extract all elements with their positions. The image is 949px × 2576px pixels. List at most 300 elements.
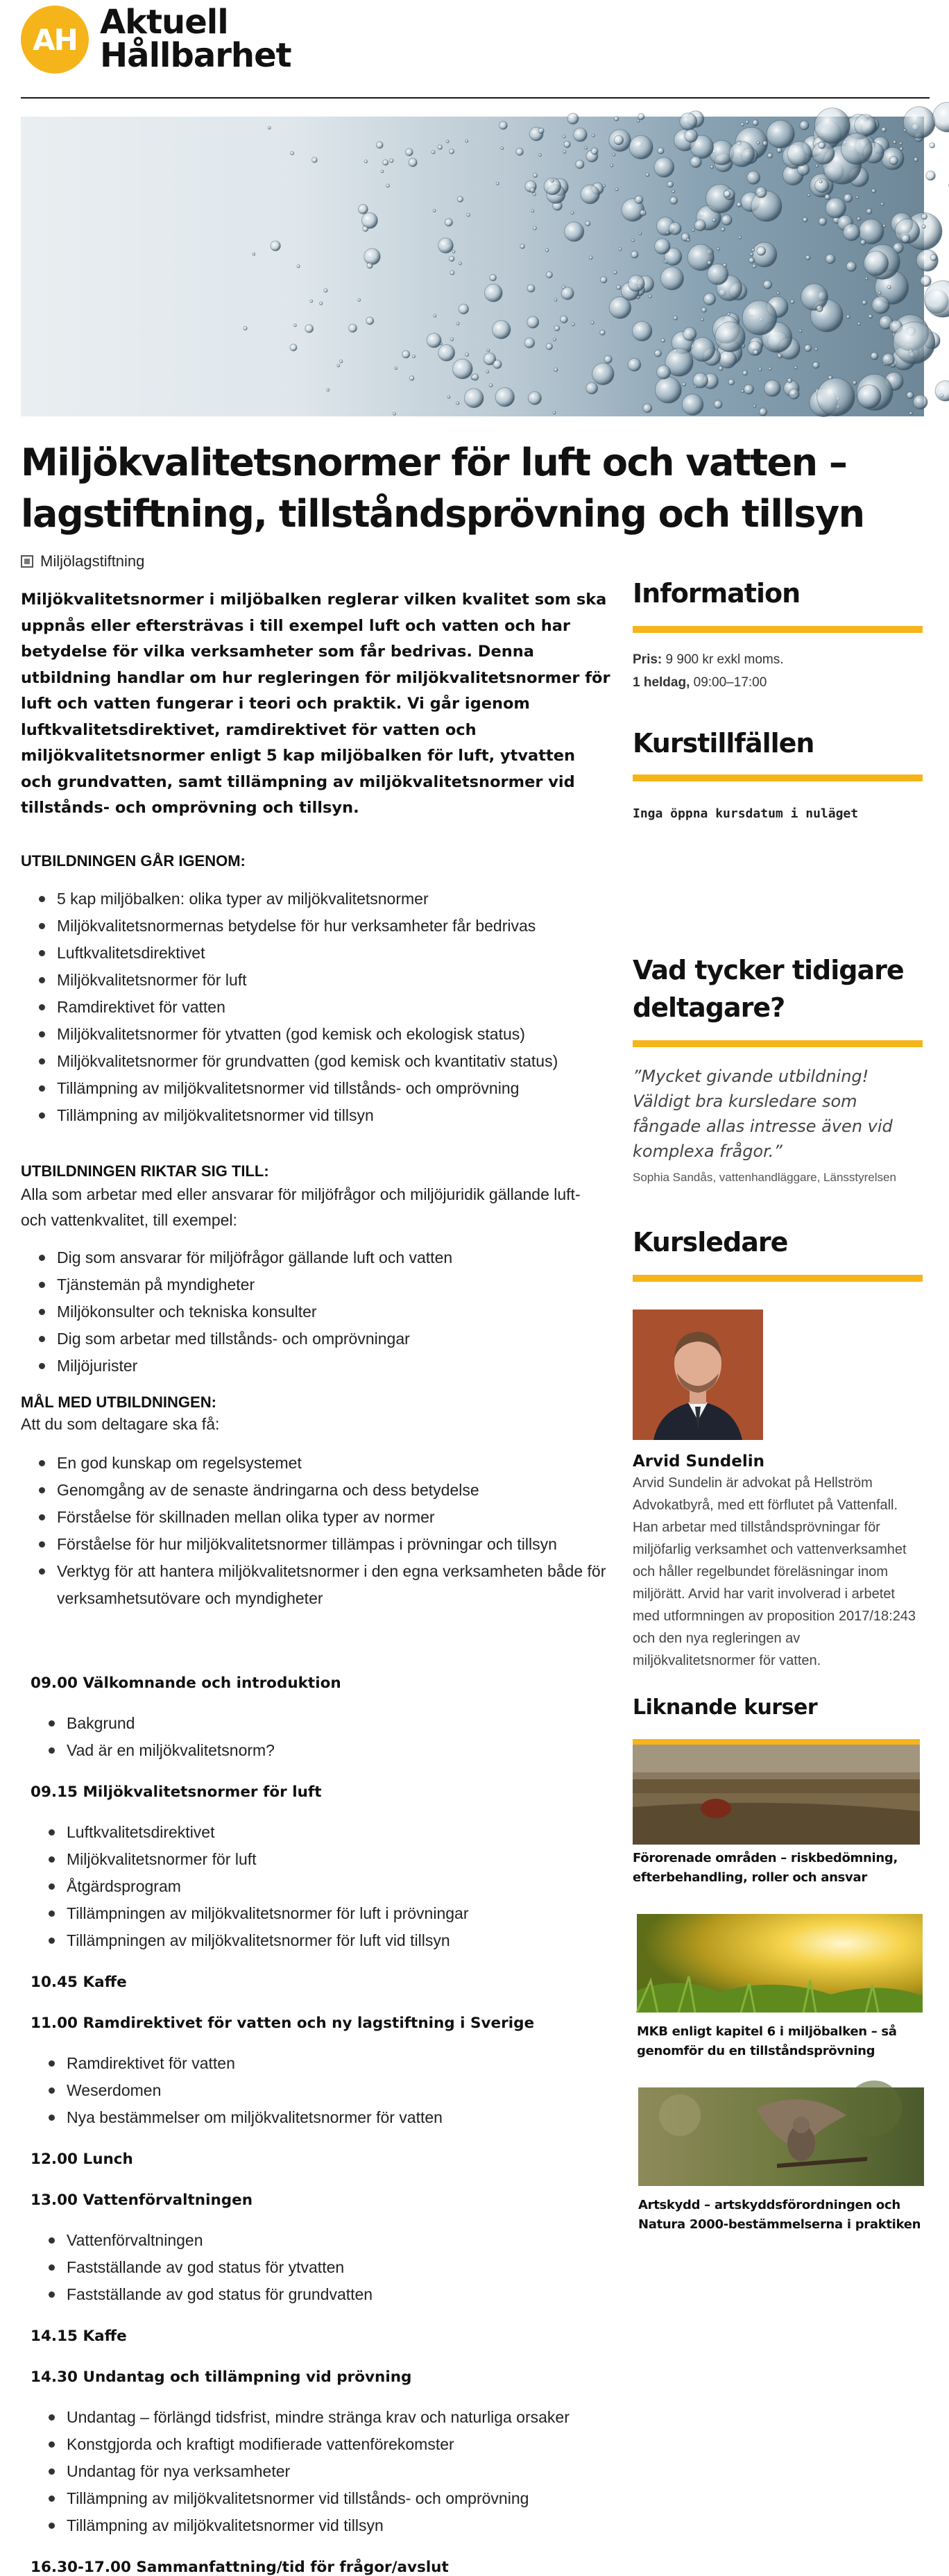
schedule-item: Fastställande av god status för ytvatten <box>31 2254 610 2281</box>
bubble <box>816 164 819 167</box>
bubble <box>894 322 935 364</box>
schedule-item: Miljökvalitetsnormer för luft <box>31 1846 610 1873</box>
bubble <box>759 368 762 371</box>
audience-list <box>21 1244 610 1380</box>
bubble <box>674 316 678 320</box>
schedule-items <box>31 2227 610 2308</box>
bubble <box>450 149 454 154</box>
bubble <box>751 248 755 252</box>
bubble <box>632 239 635 242</box>
bubble <box>751 191 782 221</box>
bubble <box>563 135 565 138</box>
bubble <box>878 291 881 294</box>
bubble <box>857 322 860 325</box>
bubble <box>741 390 744 393</box>
schedule-time: 14.30 Undantag och tillämpning vid prövning <box>31 2369 610 2386</box>
bubble <box>712 218 716 221</box>
schedule-item: Bakgrund <box>31 1710 610 1737</box>
bubble <box>527 316 539 328</box>
bubble <box>554 325 560 331</box>
bubble <box>643 404 652 413</box>
bubble <box>592 134 595 137</box>
goals-item: Verktyg för att hantera miljökvalitetsnormer i den egna verksamheten både för verksamhetsutövare och myndigheter <box>21 1558 610 1612</box>
bubble <box>472 374 479 381</box>
bubble <box>807 194 810 196</box>
bubble <box>757 246 766 255</box>
bubble <box>764 380 781 397</box>
teacher-avatar <box>633 1310 763 1440</box>
bubble <box>363 226 368 232</box>
bubble <box>496 183 499 185</box>
bubble <box>893 140 896 144</box>
bubble <box>741 123 744 126</box>
bubble <box>610 164 613 167</box>
bubble <box>464 389 484 408</box>
bubble <box>545 248 549 252</box>
bubble <box>753 264 756 268</box>
bubble <box>794 366 797 369</box>
bubble <box>465 139 468 142</box>
goals-list <box>21 1450 610 1612</box>
bubble <box>658 148 664 154</box>
covers-item: Tillämpning av miljökvalitetsnormer vid tillstånds- och omprövning <box>21 1075 610 1102</box>
bubble <box>563 151 566 153</box>
bubble <box>445 219 452 226</box>
bubble <box>660 267 683 290</box>
bubble <box>487 349 490 352</box>
bubble <box>489 384 493 387</box>
bubble <box>393 412 395 415</box>
bubble <box>882 353 895 366</box>
bubble <box>561 316 568 323</box>
course-photo-2 <box>637 1914 923 2012</box>
bubble <box>601 277 607 283</box>
goals-item: Genomgång av de senaste ändringarna och dess betydelse <box>21 1477 610 1504</box>
bubble <box>639 232 642 235</box>
info-heading: Information <box>633 575 923 612</box>
bubble <box>553 412 556 414</box>
bubble <box>787 378 792 383</box>
bubble <box>586 382 598 394</box>
bubble <box>721 228 725 232</box>
bubble <box>319 302 323 305</box>
bubble <box>564 141 570 147</box>
bubble <box>815 348 818 350</box>
bubble <box>900 147 903 151</box>
bubble <box>753 405 756 407</box>
schedule-item: Konstgjorda och kraftigt modifierade vattenförekomster <box>31 2431 610 2458</box>
course-title-3[interactable]: Artskydd – artskyddsförordningen och Natura 2000-bestämmelserna i praktiken <box>638 2196 923 2235</box>
bubble <box>631 251 638 258</box>
bubble <box>395 367 397 370</box>
course-image-1[interactable] <box>633 1739 920 1839</box>
bubble <box>533 173 538 178</box>
review-quote: ”Mycket givande utbildning! Väldigt bra kursledare som fångade allas intresse även vid komplexa frågor.” <box>633 1064 910 1164</box>
bubble <box>762 141 767 146</box>
bubble <box>719 350 736 368</box>
bubble <box>800 121 809 130</box>
schedule-time: 11.00 Ramdirektivet för vatten och ny lagstiftning i Sverige <box>31 2015 610 2032</box>
bubble <box>753 350 759 355</box>
bubble <box>826 254 835 264</box>
bubble <box>719 366 723 371</box>
bubble <box>615 188 618 191</box>
bubble <box>268 126 271 129</box>
bubble <box>253 253 255 255</box>
hero-image <box>21 117 924 416</box>
bubble <box>493 360 502 368</box>
page-title: Miljökvalitetsnormer för luft och vatten – lagstiftning, tillståndsprövning och tillsyn <box>21 437 923 540</box>
bubble <box>872 296 889 314</box>
bubble <box>453 359 473 379</box>
bubble <box>805 345 812 352</box>
schedule-items <box>31 2050 610 2131</box>
logo-abbr: AH <box>33 23 77 57</box>
schedule-time: 14.15 Kaffe <box>31 2328 610 2345</box>
bubble <box>846 315 850 319</box>
site-name[interactable] <box>100 6 291 72</box>
bubble <box>531 210 534 212</box>
bubble <box>864 251 889 276</box>
audience-heading: UTBILDNINGEN RIKTAR SIG TILL: <box>21 1162 610 1180</box>
bubble <box>614 117 619 121</box>
site-name-line2: Hållbarhet <box>100 39 291 72</box>
bubble <box>271 241 280 251</box>
bubble <box>629 135 653 159</box>
bubble <box>767 153 772 158</box>
course-title-2[interactable]: MKB enligt kapitel 6 i miljöbalken – så genomför du en tillståndsprövning <box>637 2022 923 2061</box>
bubble <box>571 211 574 214</box>
bubble <box>866 209 872 214</box>
bubble <box>438 345 455 362</box>
bubble <box>710 165 714 169</box>
bubble <box>433 210 436 212</box>
bubble <box>691 337 715 362</box>
schedule-time: 09.00 Välkomnande och introduktion <box>31 1675 610 1692</box>
bubble <box>857 385 881 409</box>
bubble <box>434 314 436 317</box>
bubble <box>554 338 556 341</box>
bubble <box>803 217 807 222</box>
schedule-time: 10.45 Kaffe <box>31 1974 610 1991</box>
bubble <box>591 148 598 155</box>
bubble <box>340 360 343 363</box>
covers-heading: UTBILDNINGEN GÅR IGENOM: <box>21 852 610 870</box>
bubble <box>933 102 949 132</box>
bubble <box>567 113 579 124</box>
bubble <box>701 318 703 321</box>
schedule-item: Nya bestämmelser om miljökvalitetsnormer för vatten <box>31 2104 610 2131</box>
bubble <box>814 108 850 144</box>
audience-item: Tjänstemän på myndigheter <box>21 1271 610 1298</box>
bubble <box>293 324 296 327</box>
duration-row <box>633 671 923 694</box>
bubble <box>826 198 846 218</box>
covers-item: Luftkvalitetsdirektivet <box>21 940 610 967</box>
bubble <box>921 276 932 287</box>
bubble <box>632 321 651 341</box>
bubble <box>742 371 747 375</box>
bubble <box>805 255 810 260</box>
bubble <box>591 321 595 325</box>
bubble <box>680 113 697 130</box>
bubble <box>749 257 754 263</box>
reviews-heading: Vad tycker tidigare deltagare? <box>633 951 923 1026</box>
bubble <box>459 304 468 314</box>
bubble <box>427 333 441 348</box>
bubble <box>708 261 712 265</box>
bubble <box>654 158 674 178</box>
bubble <box>729 142 754 167</box>
price-value: 9 900 kr exkl moms. <box>666 652 784 667</box>
bubble <box>381 170 384 173</box>
bubble <box>654 239 670 255</box>
bubble <box>386 184 389 187</box>
schedule-item: Weserdomen <box>31 2077 610 2104</box>
course-image-3[interactable] <box>638 2087 924 2186</box>
bubble <box>856 196 859 198</box>
covers-list <box>21 886 610 1129</box>
bubble <box>450 271 454 275</box>
category-label: Miljölagstiftning <box>40 552 144 570</box>
bubble <box>690 156 701 167</box>
bubble <box>297 264 300 267</box>
bubble <box>801 284 828 311</box>
schedule-items <box>31 2404 610 2539</box>
bubble <box>902 235 910 243</box>
bubble <box>359 205 368 214</box>
bubble <box>467 213 470 217</box>
bubble <box>703 294 715 305</box>
bubble <box>843 223 860 240</box>
bubble <box>499 121 508 130</box>
bubble <box>465 353 469 357</box>
bubble <box>742 300 777 335</box>
covers-item: Miljökvalitetsnormer för luft <box>21 967 610 994</box>
bubble <box>693 373 708 388</box>
goals-intro: Att du som deltagare ska få: <box>21 1412 610 1437</box>
bubble <box>759 408 767 416</box>
bubble <box>533 226 537 230</box>
duration-value: 09:00–17:00 <box>694 675 767 690</box>
bubble <box>554 298 557 301</box>
bubble <box>922 225 925 228</box>
bubble <box>585 221 590 226</box>
bubble <box>485 284 503 302</box>
bubble <box>450 338 454 341</box>
bubble <box>757 141 760 144</box>
bubble <box>789 389 799 399</box>
bubble <box>603 185 606 187</box>
bubble <box>409 158 417 167</box>
covers-item: Miljökvalitetsnormernas betydelse för hur verksamheter får bedrivas <box>21 913 610 940</box>
bubble <box>364 248 380 264</box>
bubble <box>628 358 641 371</box>
schedule-item: Vattenförvaltningen <box>31 2227 610 2254</box>
bubble <box>349 324 357 332</box>
audience-item: Miljökonsulter och tekniska konsulter <box>21 1298 610 1325</box>
bubble <box>655 377 681 403</box>
bubble <box>551 179 554 182</box>
teacher-heading: Kursledare <box>633 1223 923 1261</box>
site-name-line1: Aktuell <box>100 6 291 39</box>
audience-intro: Alla som arbetar med eller ansvarar för miljöfrågor och miljöjuridik gällande luft- och vattenkvalitet, till exempel: <box>21 1182 610 1233</box>
bubble <box>844 194 852 202</box>
bubble <box>682 394 703 416</box>
bubble <box>747 171 760 185</box>
bubble <box>358 298 361 301</box>
covers-item: Ramdirektivet för vatten <box>21 994 610 1021</box>
bubble <box>538 153 541 156</box>
bubble <box>390 159 393 162</box>
teacher-bio: Arvid Sundelin är advokat på Hellström Advokatbyrå, med ett förflutet på Vattenfall. Han arbetar med tillståndsprövningar för miljöfarlig verksamhet och vattenverksamhet och håller regelbundet föreläsningar inom miljörätt. Arvid har varit involverad i arbetet med utformningen av proposition 2017/18:243 och den nya regleringen av miljökvalitetsnormer för vatten. <box>633 1472 923 1672</box>
covers-item: Miljökvalitetsnormer för grundvatten (god kemisk och kvantitativ status) <box>21 1048 610 1075</box>
bubble <box>909 412 913 415</box>
category-tag[interactable] <box>21 552 144 570</box>
bubble <box>769 367 771 370</box>
bubble <box>533 193 536 196</box>
bubble <box>817 378 855 416</box>
bubble <box>872 189 876 193</box>
schedule-items <box>31 1819 610 1954</box>
similar-course-1[interactable] <box>633 1739 923 1888</box>
bubble <box>790 300 794 304</box>
schedule-time: 12.00 Lunch <box>31 2151 610 2168</box>
bubble <box>438 238 454 253</box>
similar-course-3[interactable] <box>633 2087 923 2235</box>
bubble <box>750 253 753 256</box>
bubble <box>728 313 730 316</box>
bubble <box>572 323 575 326</box>
bubble <box>619 248 622 251</box>
bubble <box>692 228 694 231</box>
bubble <box>538 128 544 133</box>
bubble <box>853 381 857 385</box>
schedule-items <box>31 1710 610 1764</box>
bubble <box>613 153 615 156</box>
schedule-time: 13.00 Vattenförvaltningen <box>31 2192 610 2209</box>
duration-label: 1 heldag, <box>633 675 690 690</box>
bubble <box>715 322 745 352</box>
bubble <box>367 262 373 268</box>
schedule-item: Vad är en miljökvalitetsnorm? <box>31 1737 610 1764</box>
bubble <box>528 391 541 405</box>
bubble <box>813 362 819 368</box>
similar-course-2[interactable] <box>633 1914 923 2061</box>
goals-item: En god kunskap om regelsystemet <box>21 1450 610 1477</box>
bubble <box>763 280 771 289</box>
bubble <box>376 142 383 149</box>
schedule-item: Luftkvalitetsdirektivet <box>31 1819 610 1846</box>
bubble <box>819 142 826 149</box>
bubble <box>646 173 649 176</box>
bubble <box>900 142 903 145</box>
bubble <box>841 133 873 164</box>
bubble <box>604 355 612 363</box>
bubble <box>935 381 949 401</box>
bubble <box>857 217 860 221</box>
bubble <box>721 215 732 226</box>
bubble <box>882 127 887 132</box>
similar-heading: Liknande kurser <box>633 1695 923 1720</box>
course-photo-3 <box>638 2087 924 2186</box>
bubble <box>438 145 443 150</box>
bubbles-illustration <box>21 117 924 416</box>
bubble <box>327 389 330 391</box>
bubble <box>364 160 367 162</box>
reviews-divider <box>633 1040 923 1047</box>
bubble <box>655 350 662 357</box>
bubble <box>638 113 644 119</box>
teacher-divider <box>633 1275 923 1282</box>
bubble <box>819 218 826 226</box>
goals-item: Förståelse för hur miljökvalitetsnormer tillämpas i prövningar och tillsyn <box>21 1531 610 1558</box>
bubble <box>366 317 374 325</box>
price-row <box>633 648 923 671</box>
bubble <box>617 285 621 289</box>
schedule-item: Tillämpningen av miljökvalitetsnormer för luft i prövningar <box>31 1900 610 1927</box>
bubble <box>243 326 248 330</box>
logo-icon[interactable] <box>21 6 89 74</box>
bubble <box>524 338 535 348</box>
bubble <box>290 151 293 155</box>
course-image-2[interactable] <box>637 1914 923 2012</box>
price-label: Pris: <box>633 652 662 667</box>
bubble <box>383 160 388 165</box>
bubble <box>666 231 669 234</box>
bubble <box>635 196 643 204</box>
bubble <box>409 376 414 381</box>
bubble <box>628 276 644 292</box>
bubble <box>817 305 823 312</box>
bubble <box>449 256 454 262</box>
bubble <box>752 242 777 267</box>
bubble <box>312 158 318 163</box>
bubble <box>576 160 584 169</box>
bubble <box>592 363 614 384</box>
bubble <box>565 222 584 242</box>
sessions-heading: Kurstillfällen <box>633 724 923 762</box>
bubble <box>880 203 884 206</box>
bubble <box>930 255 937 261</box>
schedule-item: Undantag – förlängd tidsfrist, mindre stränga krav och naturliga orsaker <box>31 2404 610 2431</box>
schedule-item: Undantag för nya verksamheter <box>31 2458 610 2485</box>
category-icon <box>21 555 33 568</box>
bubble <box>869 314 873 319</box>
covers-item: 5 kap miljöbalken: olika typer av miljökvalitetsnormer <box>21 886 610 913</box>
review-author: Sophia Sandås, vattenhandläggare, Länsstyrelsen <box>633 1171 923 1185</box>
bubble <box>714 400 722 409</box>
bubble <box>490 274 497 281</box>
bubble <box>554 368 557 371</box>
sidebar <box>633 575 923 2235</box>
bubble <box>871 353 878 360</box>
sessions-empty: Inga öppna kursdatum i nuläget <box>633 806 923 821</box>
bubble <box>865 277 868 280</box>
bubble <box>819 180 822 183</box>
audience-item: Dig som ansvarar för miljöfrågor gällande luft och vatten <box>21 1244 610 1271</box>
bubble <box>930 143 935 149</box>
schedule-item: Ramdirektivet för vatten <box>31 2050 610 2077</box>
course-title-1[interactable]: Förorenade områden – riskbedömning, efterbehandling, roller och ansvar <box>633 1849 923 1888</box>
bubble <box>600 330 606 335</box>
teacher-name: Arvid Sundelin <box>633 1452 923 1471</box>
bubble <box>724 191 730 198</box>
bubble <box>670 196 678 204</box>
bubble <box>574 128 588 142</box>
bubble <box>613 271 617 274</box>
bubble <box>767 120 794 148</box>
